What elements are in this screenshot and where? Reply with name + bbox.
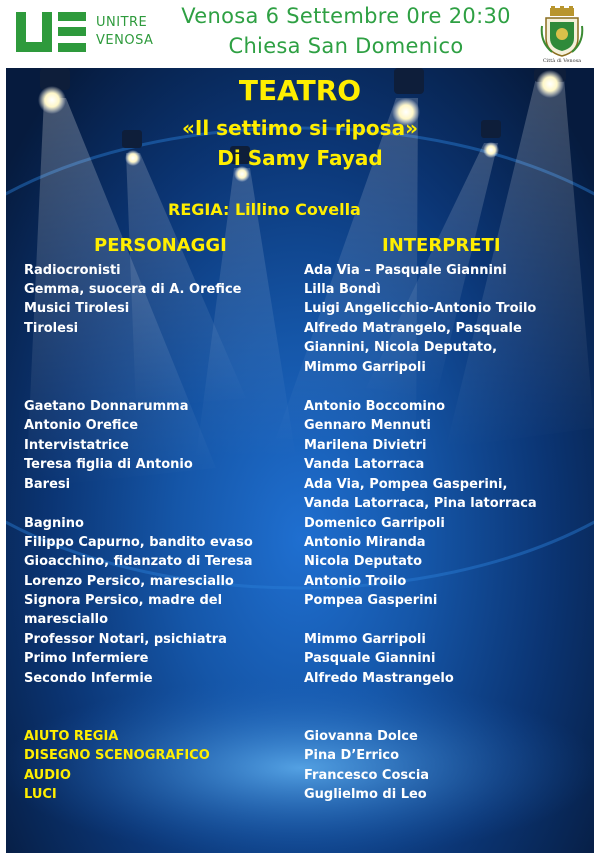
performer-name: Pasquale Giannini bbox=[304, 651, 436, 666]
character-name: Primo Infermiere bbox=[24, 651, 149, 666]
character-name: Gioacchino, fidanzato di Teresa bbox=[24, 554, 253, 569]
character-name: Teresa figlia di Antonio bbox=[24, 457, 193, 472]
character-name: Musici Tirolesi bbox=[24, 301, 130, 316]
character-name: Bagnino bbox=[24, 516, 84, 531]
performer-name: Antonio Boccomino bbox=[304, 399, 446, 414]
character-name: Professor Notari, psichiatra bbox=[24, 632, 227, 647]
performer-name: Giannini, Nicola Deputato, bbox=[304, 340, 498, 355]
performer-name: Vanda Latorraca, Pina latorraca bbox=[304, 496, 537, 511]
org-line1: UNITRE bbox=[96, 15, 148, 30]
performer-name: Alfredo Mastrangelo bbox=[304, 671, 454, 686]
character-name: Gaetano Donnarumma bbox=[24, 399, 189, 414]
character-name: Filippo Capurno, bandito evaso bbox=[24, 535, 253, 550]
crew-role: DISEGNO SCENOGRAFICO bbox=[24, 748, 210, 763]
performer-name: Nicola Deputato bbox=[304, 554, 423, 569]
performer-name: Ada Via – Pasquale Giannini bbox=[304, 263, 507, 278]
crew-role: AUDIO bbox=[24, 768, 71, 783]
performer-name: Ada Via, Pompea Gasperini, bbox=[304, 477, 508, 492]
character-name: Lorenzo Persico, maresciallo bbox=[24, 574, 234, 589]
event-venue: Chiesa San Domenico bbox=[228, 34, 464, 58]
performer-name: Gennaro Mennuti bbox=[304, 418, 431, 433]
character-name: Intervistatrice bbox=[24, 438, 129, 453]
director-credit: REGIA: Lillino Covella bbox=[168, 200, 361, 219]
character-name: Gemma, suocera di A. Orefice bbox=[24, 282, 242, 297]
performer-name: Vanda Latorraca bbox=[304, 457, 425, 472]
character-name: Radiocronisti bbox=[24, 263, 121, 278]
crew-name: Pina D’Errico bbox=[304, 748, 400, 763]
crew-name: Giovanna Dolce bbox=[304, 729, 418, 744]
character-name: Tirolesi bbox=[24, 321, 79, 336]
unitre-logo-icon bbox=[14, 10, 88, 54]
performer-name: Pompea Gasperini bbox=[304, 593, 438, 608]
city-crest-icon bbox=[540, 6, 584, 58]
characters-heading: PERSONAGGI bbox=[94, 235, 227, 256]
play-title: «Il settimo si riposa» bbox=[182, 116, 418, 140]
performer-name: Antonio Miranda bbox=[304, 535, 426, 550]
performer-name: Mimmo Garripoli bbox=[304, 632, 426, 647]
character-name: maresciallo bbox=[24, 612, 109, 627]
performer-name: Domenico Garripoli bbox=[304, 516, 445, 531]
poster-title: TEATRO bbox=[238, 74, 362, 107]
performer-name: Lilla Bondì bbox=[304, 282, 381, 297]
character-name: Secondo Infermie bbox=[24, 671, 153, 686]
crest-caption: Città di Venosa bbox=[542, 58, 582, 64]
character-name: Signora Persico, madre del bbox=[24, 593, 223, 608]
character-name: Antonio Orefice bbox=[24, 418, 139, 433]
header bbox=[0, 0, 600, 68]
character-name: Baresi bbox=[24, 477, 71, 492]
performers-heading: INTERPRETI bbox=[382, 235, 501, 256]
org-name bbox=[96, 14, 153, 50]
crew-name: Guglielmo di Leo bbox=[304, 787, 427, 802]
performer-name: Luigi Angelicchio-Antonio Troilo bbox=[304, 301, 537, 316]
crew-name: Francesco Coscia bbox=[304, 768, 430, 783]
performer-name: Marilena Divietri bbox=[304, 438, 427, 453]
crew-role: LUCI bbox=[24, 787, 57, 802]
performer-name: Antonio Troilo bbox=[304, 574, 407, 589]
event-date-time: Venosa 6 Settembre 0re 20:30 bbox=[181, 4, 511, 28]
play-author: Di Samy Fayad bbox=[217, 146, 383, 170]
poster-stage bbox=[6, 68, 594, 853]
crew-role: AIUTO REGIA bbox=[24, 729, 119, 744]
org-line2: VENOSA bbox=[96, 33, 154, 48]
performer-name: Mimmo Garripoli bbox=[304, 360, 426, 375]
performer-name: Alfredo Matrangelo, Pasquale bbox=[304, 321, 522, 336]
